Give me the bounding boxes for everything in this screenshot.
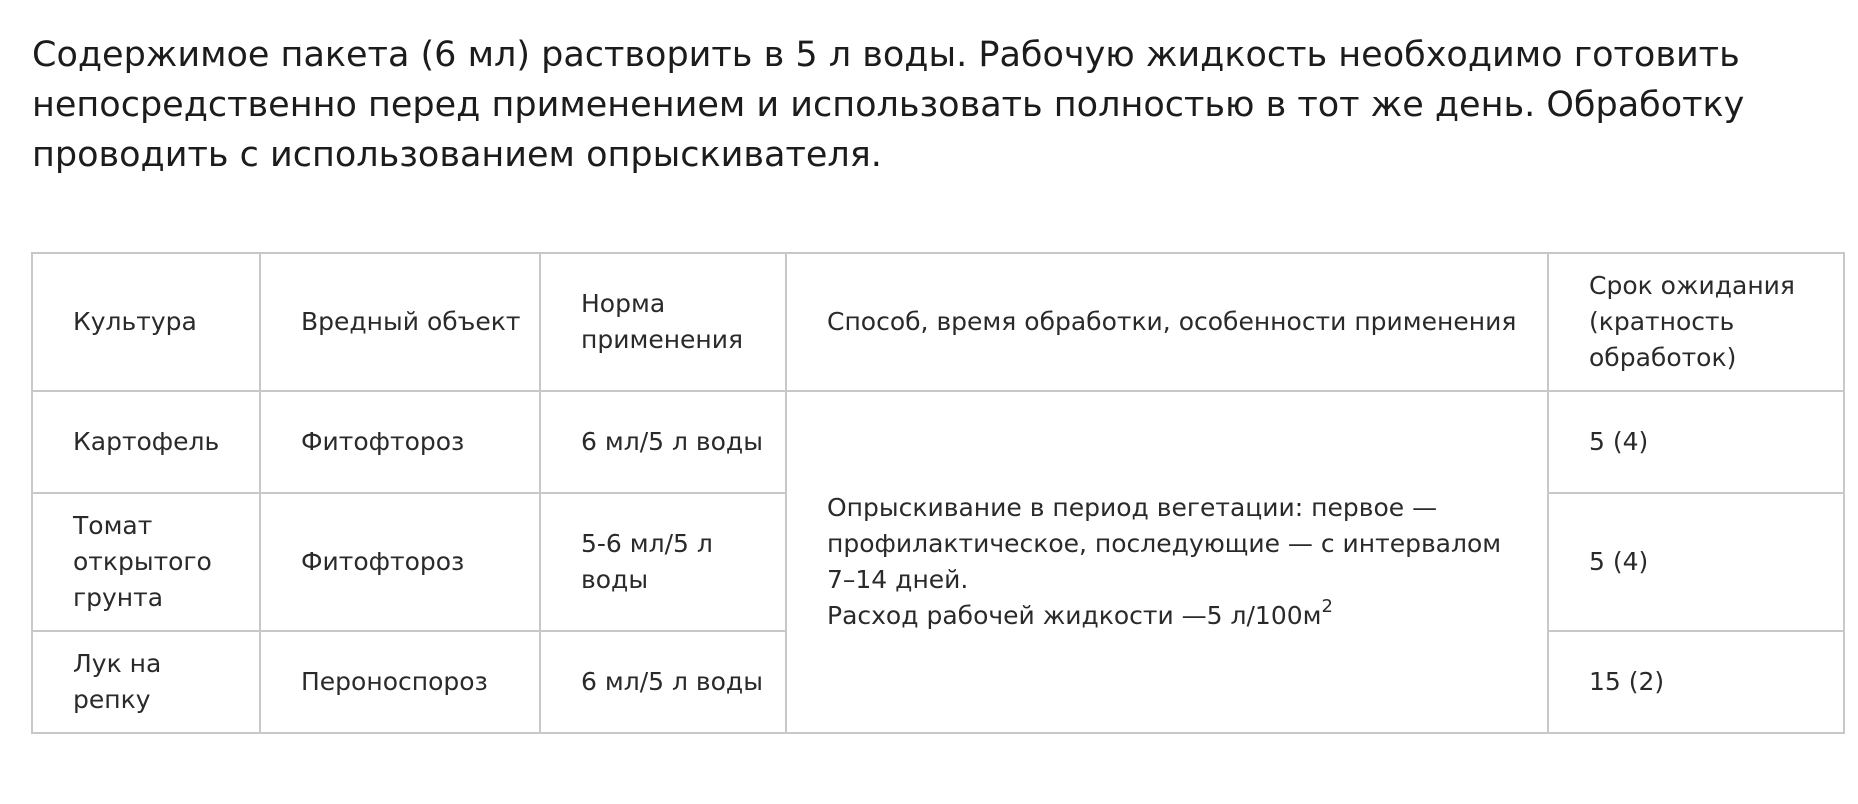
header-rate: Норма применения: [540, 253, 786, 391]
cell-wait: 5 (4): [1548, 493, 1844, 631]
table-header-row: [32, 253, 1844, 391]
cell-wait: 5 (4): [1548, 391, 1844, 493]
method-text: Опрыскивание в период вегетации: первое — профилактическое, последующие — с интервалом 7–14 дней.: [827, 493, 1502, 594]
cell-crop: Картофель: [32, 391, 260, 493]
intro-text: Содержимое пакета (6 мл) растворить в 5 л воды. Рабочую жидкость необходимо готовить непосредственно перед применением и использовать полностью в тот же день. Обработку проводить с использованием опрыскивателя.: [32, 35, 1745, 175]
application-table: [31, 252, 1845, 734]
table-row: [32, 391, 1844, 493]
cell-crop: Лук на репку: [32, 631, 260, 733]
method-consumption: Расход рабочей жидкости —5 л/100м: [827, 601, 1322, 630]
cell-rate: 6 мл/5 л воды: [540, 391, 786, 493]
cell-pest: Фитофтороз: [260, 493, 540, 631]
cell-rate: 5-6 мл/5 л воды: [540, 493, 786, 631]
cell-method: [786, 391, 1548, 733]
header-pest: Вредный объект: [260, 253, 540, 391]
header-crop: Культура: [32, 253, 260, 391]
method-consumption-unit-sup: 2: [1321, 596, 1333, 617]
cell-pest: Фитофтороз: [260, 391, 540, 493]
cell-crop: Томат открытого грунта: [32, 493, 260, 631]
cell-pest: Пероноспороз: [260, 631, 540, 733]
header-method: Способ, время обработки, особенности применения: [786, 253, 1548, 391]
cell-wait: 15 (2): [1548, 631, 1844, 733]
header-wait: Срок ожидания (кратность обработок): [1548, 253, 1844, 391]
cell-rate: 6 мл/5 л воды: [540, 631, 786, 733]
